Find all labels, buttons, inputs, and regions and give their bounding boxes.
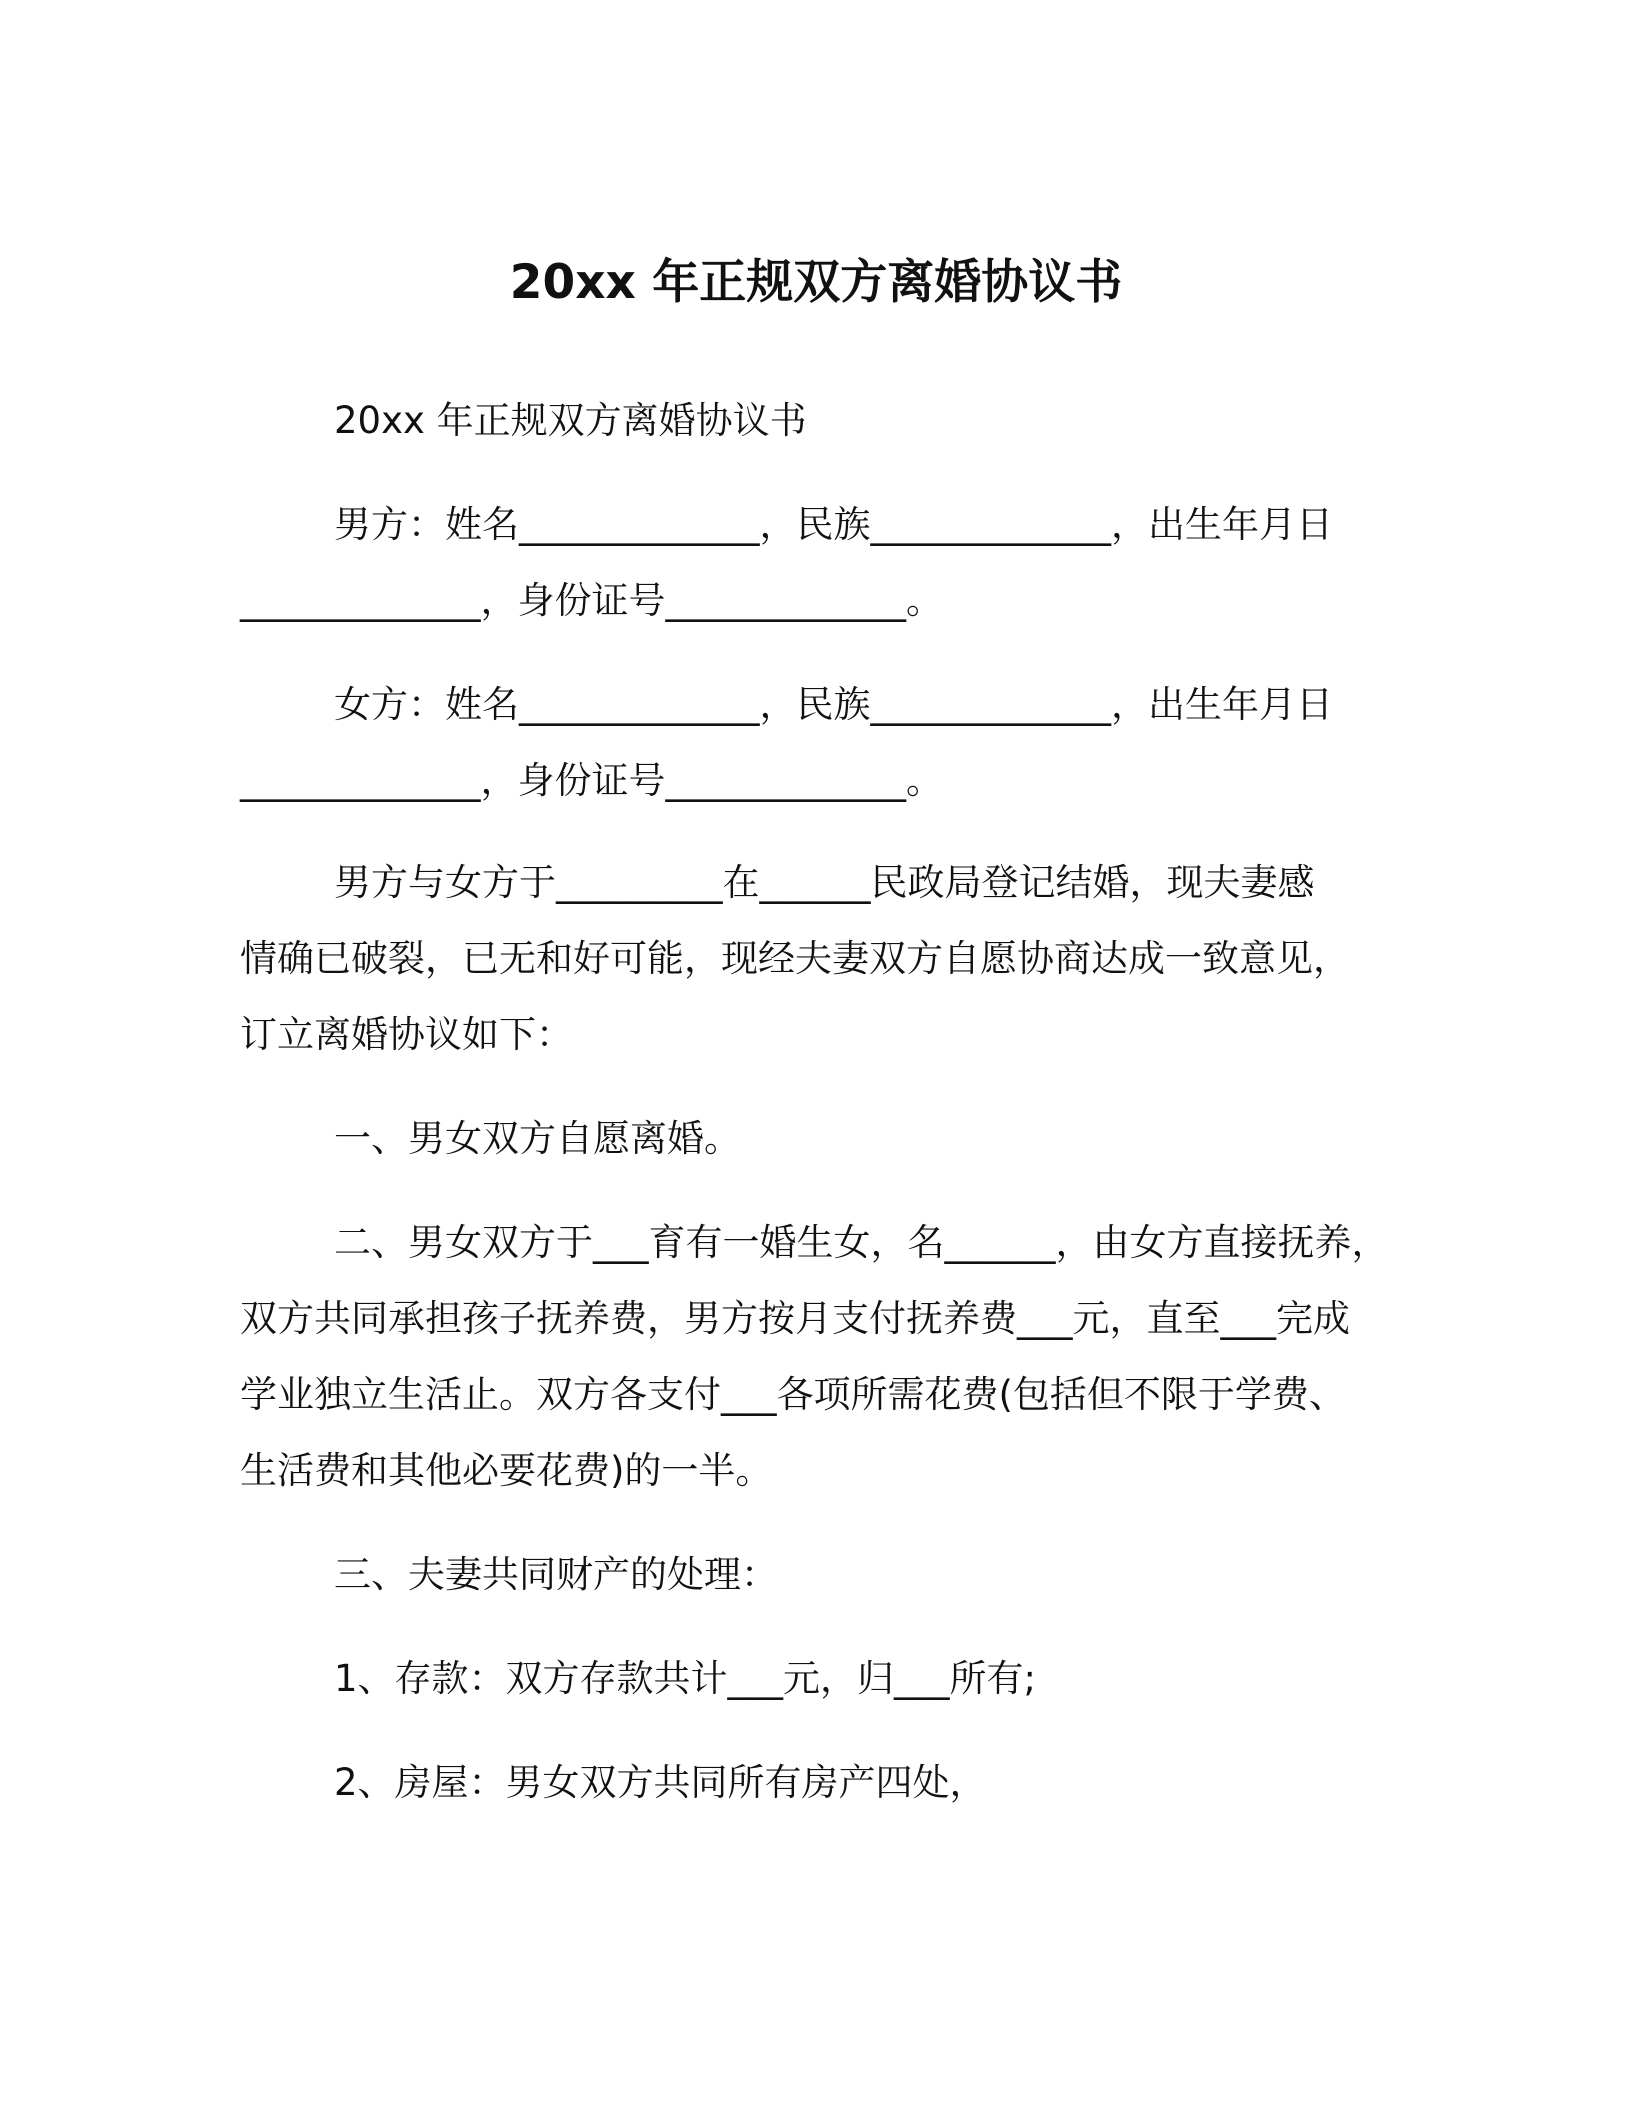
marriage-paragraph-line-1: 男方与女方于_________在______民政局登记结婚，现夫妻感 bbox=[334, 861, 1315, 904]
marriage-paragraph-line-3: 订立离婚协议如下： bbox=[240, 1013, 573, 1056]
subtitle-line: 20xx 年正规双方离婚协议书 bbox=[334, 399, 807, 442]
clause-three-item-2: 2、房屋：男女双方共同所有房产四处， bbox=[334, 1761, 987, 1804]
clause-two-line-1: 二、男女双方于___育有一婚生女，名______，由女方直接抚养， bbox=[334, 1221, 1389, 1264]
male-party-line-1: 男方：姓名_____________，民族_____________，出生年月日 bbox=[334, 503, 1333, 546]
clause-three: 三、夫妻共同财产的处理： bbox=[334, 1553, 778, 1596]
clause-two-line-3: 学业独立生活止。双方各支付___各项所需花费(包括但不限于学费、 bbox=[240, 1373, 1346, 1416]
clause-two-line-2: 双方共同承担孩子抚养费，男方按月支付抚养费___元，直至___完成 bbox=[240, 1297, 1350, 1340]
marriage-paragraph-line-2: 情确已破裂，已无和好可能，现经夫妻双方自愿协商达成一致意见， bbox=[240, 937, 1350, 980]
male-party-line-2: _____________，身份证号_____________。 bbox=[240, 579, 943, 622]
document-title: 20xx 年正规双方离婚协议书 bbox=[509, 255, 1123, 311]
clause-two-line-4: 生活费和其他必要花费)的一半。 bbox=[240, 1449, 773, 1492]
female-party-line-1: 女方：姓名_____________，民族_____________，出生年月日 bbox=[334, 683, 1333, 726]
clause-three-item-1: 1、存款：双方存款共计___元，归___所有; bbox=[334, 1657, 1037, 1700]
clause-one: 一、男女双方自愿离婚。 bbox=[334, 1117, 741, 1160]
female-party-line-2: _____________，身份证号_____________。 bbox=[240, 759, 943, 802]
